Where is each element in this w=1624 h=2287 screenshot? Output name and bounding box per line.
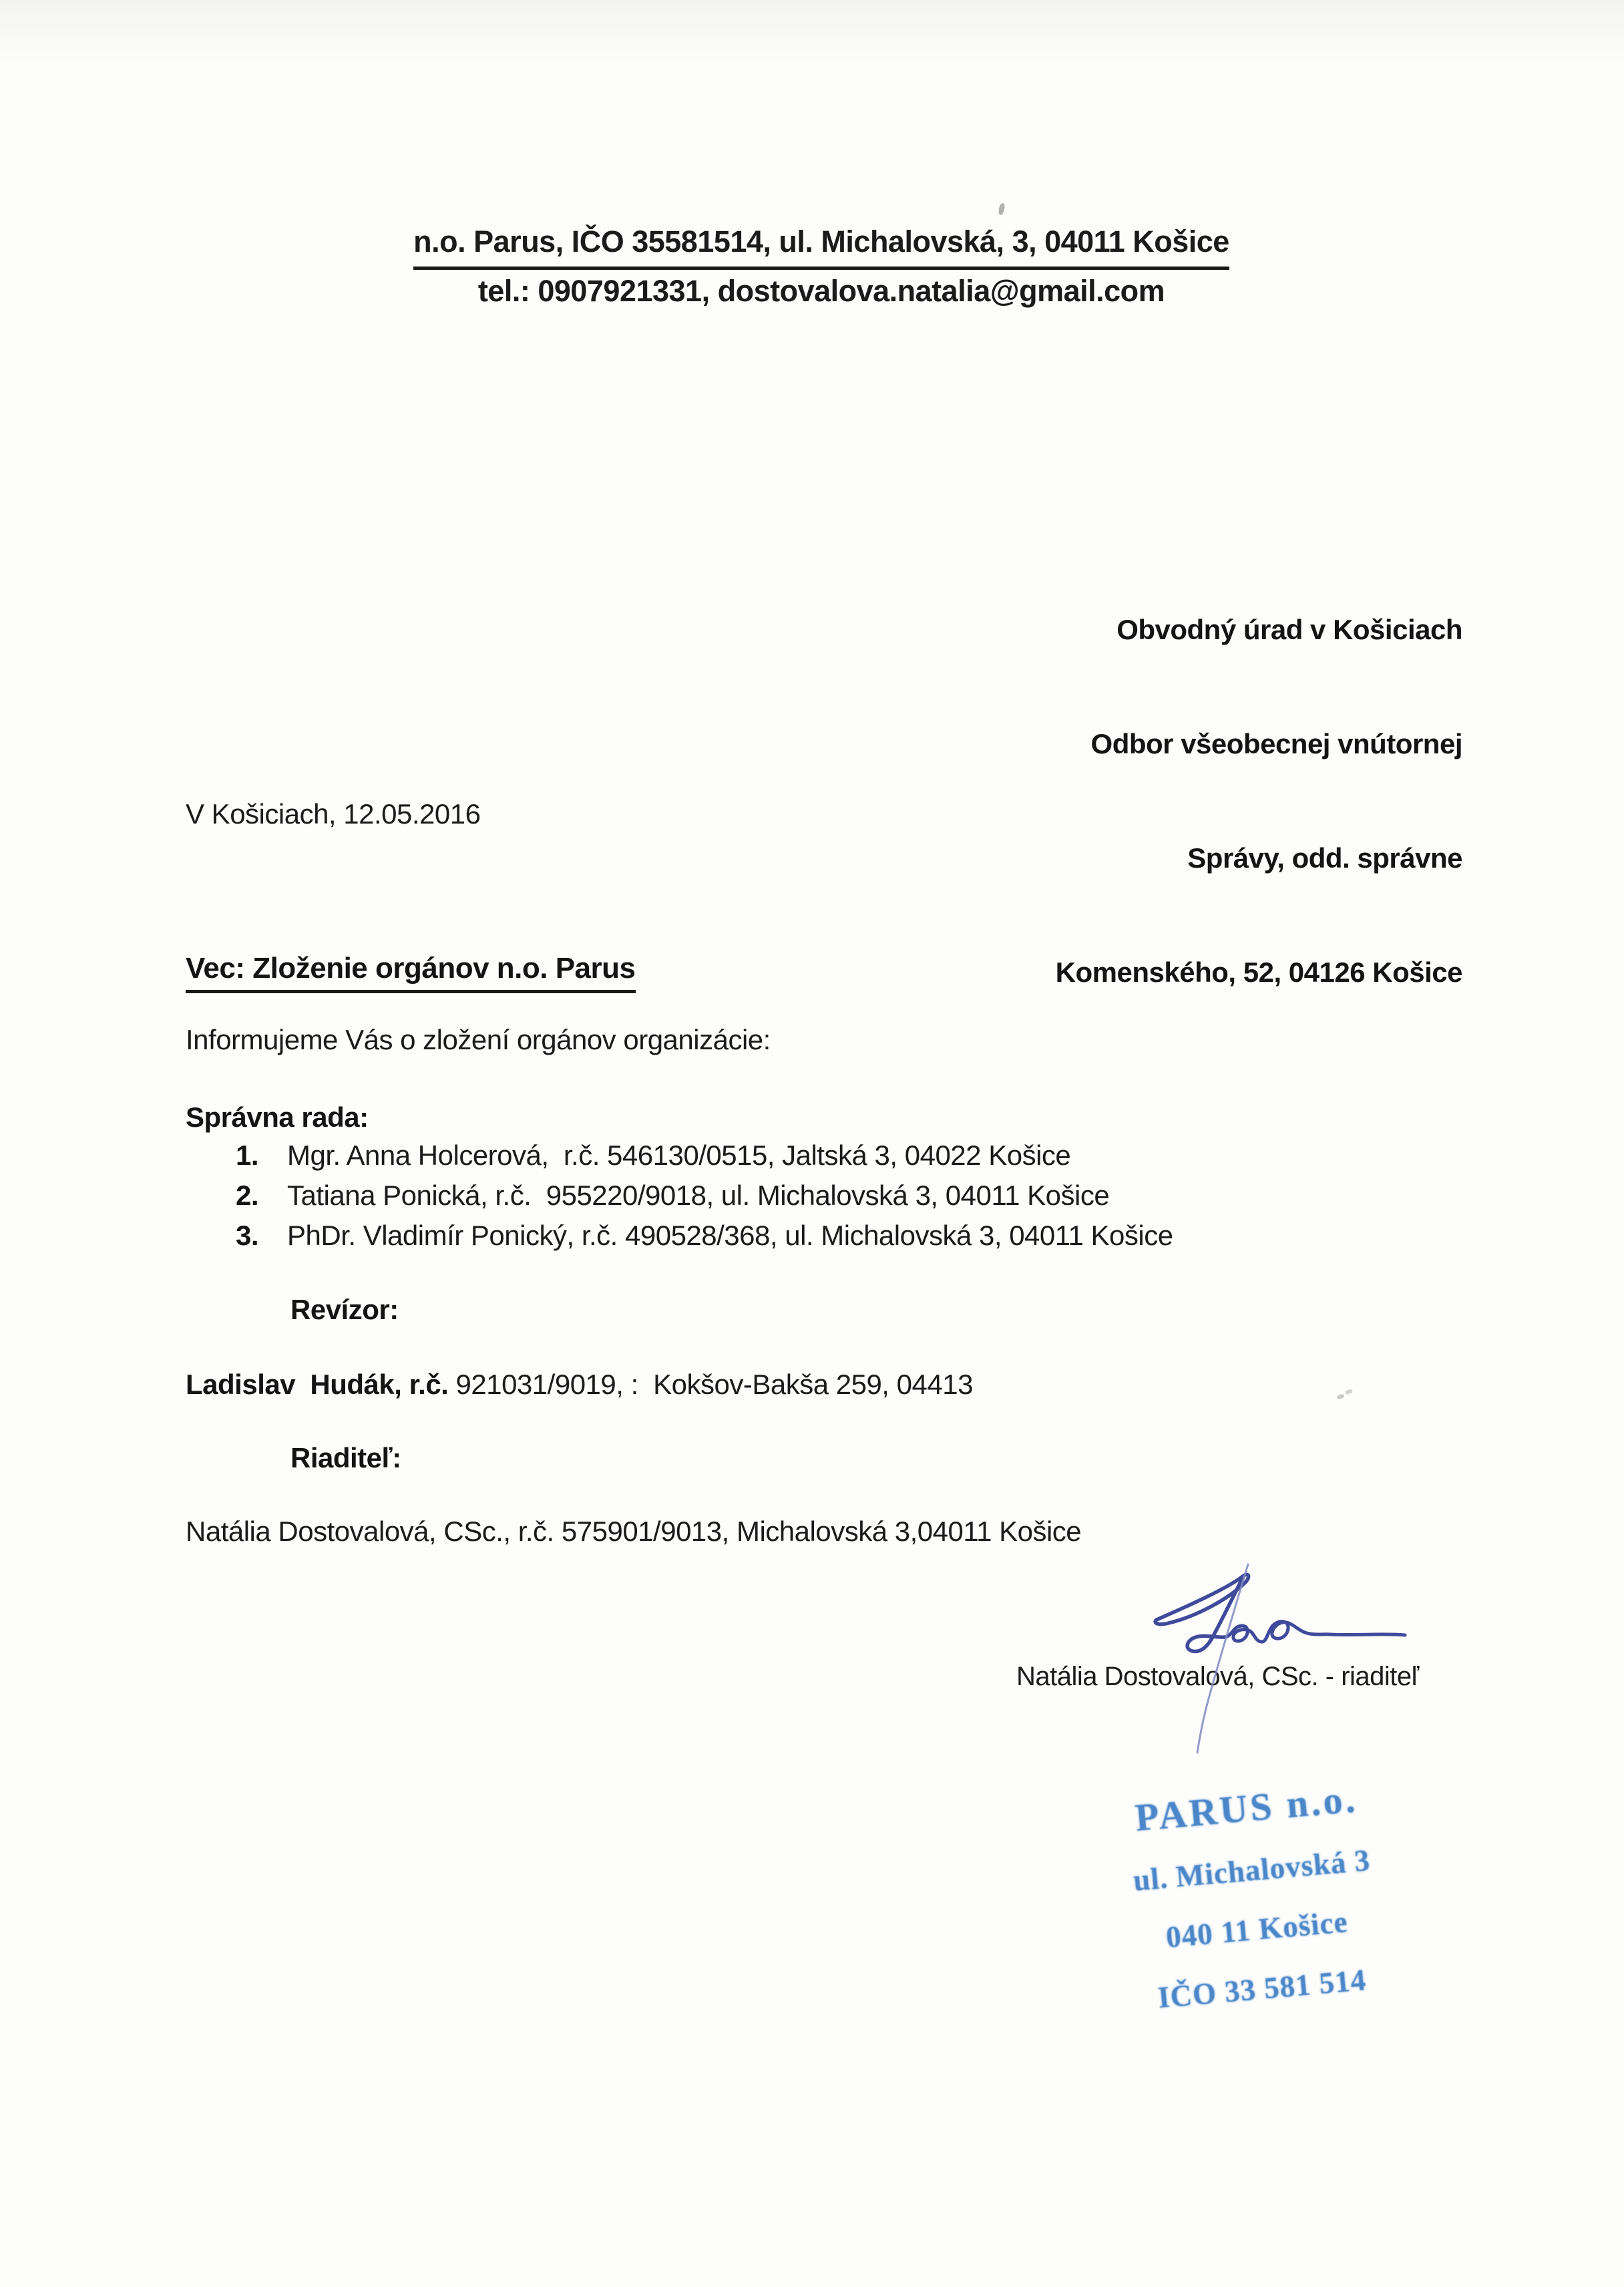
letterhead-line1-text: n.o. Parus, IČO 35581514, ul. Michalovská, 3, 04011 Košice [413,220,1229,270]
letterhead [9,220,1624,313]
auditor-line [186,1368,973,1401]
board-member-list [236,1135,1173,1256]
board-member-text: PhDr. Vladimír Ponický, r.č. 490528/368, ul. Michalovská 3, 04011 Košice [287,1220,1173,1251]
recipient-line: Obvodný úrad v Košiciach [1116,614,1462,645]
place-and-date: V Košiciach, 12.05.2016 [186,798,481,830]
director-line: Natália Dostovalová, CSc., r.č. 575901/9013, Michalovská 3,04011 Košice [186,1516,1082,1547]
board-member-text: Tatiana Ponická, r.č. 955220/9018, ul. Michalovská 3, 04011 Košice [287,1180,1110,1211]
recipient-line: Komenského, 52, 04126 Košice [1055,956,1462,988]
stamp-line: IČO 33 581 514 [1157,1962,1368,2015]
board-member-row [236,1216,1173,1256]
list-number: 3. [236,1220,259,1251]
scan-noise-band [0,0,1624,63]
board-heading: Správna rada: [186,1101,369,1133]
stamp-line: ul. Michalovská 3 [1132,1843,1372,1898]
intro-paragraph: Informujeme Vás o zložení orgánov organizácie: [186,1024,771,1055]
scan-speck [998,202,1006,215]
subject-text: Vec: Zloženie orgánov n.o. Parus [186,951,636,993]
recipient-line: Odbor všeobecnej vnútornej [1090,728,1462,759]
subject-line [186,951,636,993]
auditor-name: Ladislav Hudák, r.č. [186,1369,449,1400]
company-stamp [1076,1749,1432,2045]
letterhead-line2: tel.: 0907921331, dostovalova.natalia@gmail.com [477,274,1165,308]
recipient-address [1056,534,1462,1067]
board-member-text: Mgr. Anna Holcerová, r.č. 546130/0515, Jaltská 3, 04022 Košice [287,1139,1071,1171]
director-heading: Riaditeľ: [290,1442,401,1473]
stamp-line: 040 11 Košice [1165,1905,1350,1954]
list-number: 1. [236,1139,259,1171]
recipient-line: Správy, odd. správne [1187,842,1462,874]
signature-caption: Natália Dostovalová, CSc. - riaditeľ [1016,1662,1419,1691]
stamp-line: PARUS n.o. [1133,1777,1360,1839]
board-member-row [236,1135,1173,1176]
auditor-heading: Revízor: [290,1294,399,1325]
board-member-row [236,1176,1173,1216]
scan-speck [1336,1393,1344,1399]
list-number: 2. [236,1180,259,1211]
letterhead-line1 [9,220,1624,270]
auditor-details: 921031/9019, : Kokšov-Bakša 259, 04413 [448,1369,973,1400]
